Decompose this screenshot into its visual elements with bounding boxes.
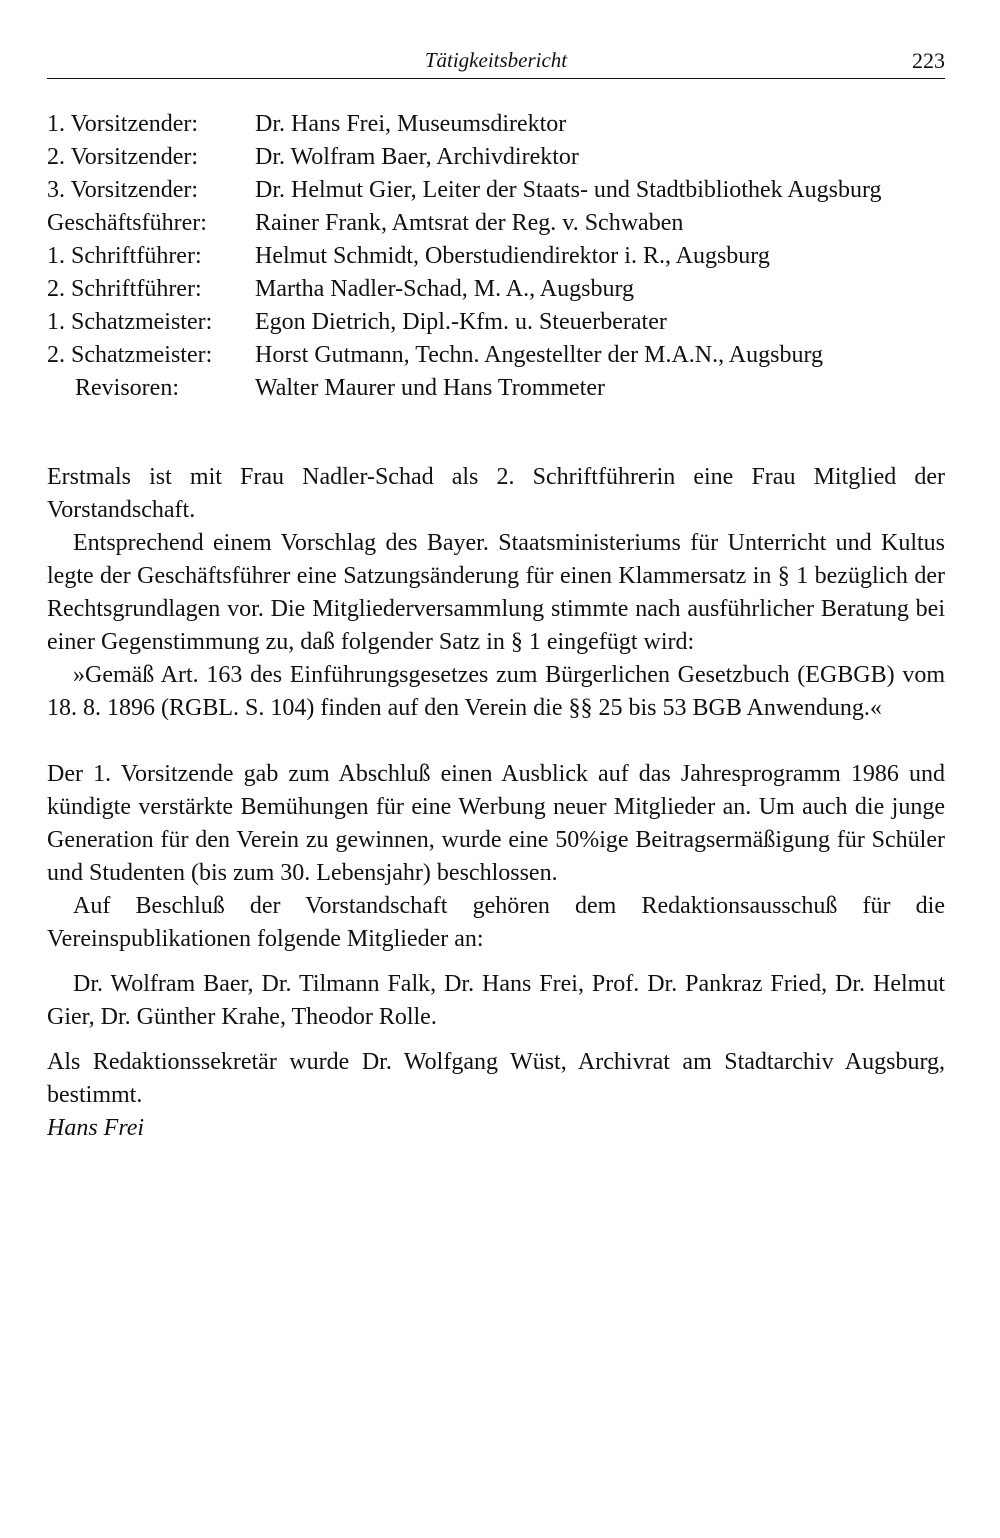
- officer-row: [47, 240, 945, 273]
- officer-role: Geschäftsführer:: [47, 210, 207, 236]
- officer-role: 3. Vorsitzender:: [47, 177, 199, 203]
- statute-quote: »Gemäß Art. 163 des Einführungsgesetzes zum Bürgerlichen Gesetzbuch (EGBGB) vom 18. 8. 1896 (RGBL. S. 104) finden auf den Verein die §§ 25 bis 53 BGB Anwendung.«: [47, 662, 945, 721]
- paragraph-secretary: Als Redaktionssekretär wurde Dr. Wolfgang Wüst, Archivrat am Stadtarchiv Augsburg, bestimmt.: [47, 1049, 945, 1108]
- paragraph-outlook: Der 1. Vorsitzende gab zum Abschluß einen Ausblick auf das Jahresprogramm 1986 und kündigte verstärkte Bemühungen für eine Werbung neuer Mitglieder an. Um auch die junge Generation für den Verein zu gewinnen, wurde eine 50%ige Beitragsermäßigung für Schüler und Studenten (bis zum 30. Lebensjahr) beschlossen.: [47, 761, 945, 886]
- officer-name: Horst Gutmann, Techn. Angestellter der M.A.N., Augsburg: [255, 342, 824, 368]
- officer-row: [47, 273, 945, 306]
- section-spacer: [47, 1034, 945, 1046]
- paragraph-women-board: Erstmals ist mit Frau Nadler-Schad als 2. Schriftführerin eine Frau Mitglied der Vorstandschaft.: [47, 464, 945, 523]
- signature: Hans Frei: [47, 1115, 145, 1141]
- officer-row: [47, 207, 945, 240]
- officer-row: [47, 141, 945, 174]
- paragraph-editorial-committee: Auf Beschluß der Vorstandschaft gehören dem Redaktionsausschuß für die Vereinspublikationen folgende Mitglieder an:: [47, 893, 945, 952]
- officer-role: 2. Schriftführer:: [47, 276, 202, 302]
- committee-members: Dr. Wolfram Baer, Dr. Tilmann Falk, Dr. Hans Frei, Prof. Dr. Pankraz Fried, Dr. Helmut Gier, Dr. Günther Krahe, Theodor Rolle.: [47, 971, 945, 1030]
- page-number: 223: [912, 48, 945, 73]
- officer-name: Rainer Frank, Amtsrat der Reg. v. Schwaben: [255, 210, 684, 236]
- officer-name: Martha Nadler-Schad, M. A., Augsburg: [255, 276, 635, 302]
- section-spacer: [47, 725, 945, 758]
- body-text: [47, 461, 945, 1145]
- officer-name: Dr. Helmut Gier, Leiter der Staats- und Stadtbibliothek Augsburg: [255, 177, 882, 203]
- section-spacer: [47, 956, 945, 968]
- officer-name: Dr. Hans Frei, Museumsdirektor: [255, 111, 567, 137]
- officer-role: Revisoren:: [75, 375, 179, 401]
- officer-name: Walter Maurer und Hans Trommeter: [255, 375, 605, 401]
- officer-row: [47, 306, 945, 339]
- officer-name: Dr. Wolfram Baer, Archivdirektor: [255, 144, 579, 170]
- officer-list: [47, 108, 945, 405]
- officer-row: [47, 108, 945, 141]
- officer-row: [47, 174, 945, 207]
- officer-role: 2. Vorsitzender:: [47, 144, 199, 170]
- running-head: [47, 46, 945, 79]
- officer-name: Helmut Schmidt, Oberstudiendirektor i. R., Augsburg: [255, 243, 770, 269]
- officer-role: 1. Schatzmeister:: [47, 309, 213, 335]
- officer-row: [47, 372, 945, 405]
- officer-role: 1. Vorsitzender:: [47, 111, 199, 137]
- officer-row: [47, 339, 945, 372]
- running-head-title: Tätigkeitsbericht: [424, 48, 568, 72]
- officer-name: Egon Dietrich, Dipl.-Kfm. u. Steuerberater: [255, 309, 667, 335]
- officer-role: 1. Schriftführer:: [47, 243, 202, 269]
- paragraph-statute-change: Entsprechend einem Vorschlag des Bayer. Staatsministeriums für Unterricht und Kultus legte der Geschäftsführer eine Satzungsänderung für einen Klammersatz in § 1 bezüglich der Rechtsgrundlagen vor. Die Mitgliederversammlung stimmte nach ausführlicher Beratung bei einer Gegenstimmung zu, daß folgender Satz in § 1 eingefügt wird:: [47, 530, 945, 655]
- officer-role: 2. Schatzmeister:: [47, 342, 213, 368]
